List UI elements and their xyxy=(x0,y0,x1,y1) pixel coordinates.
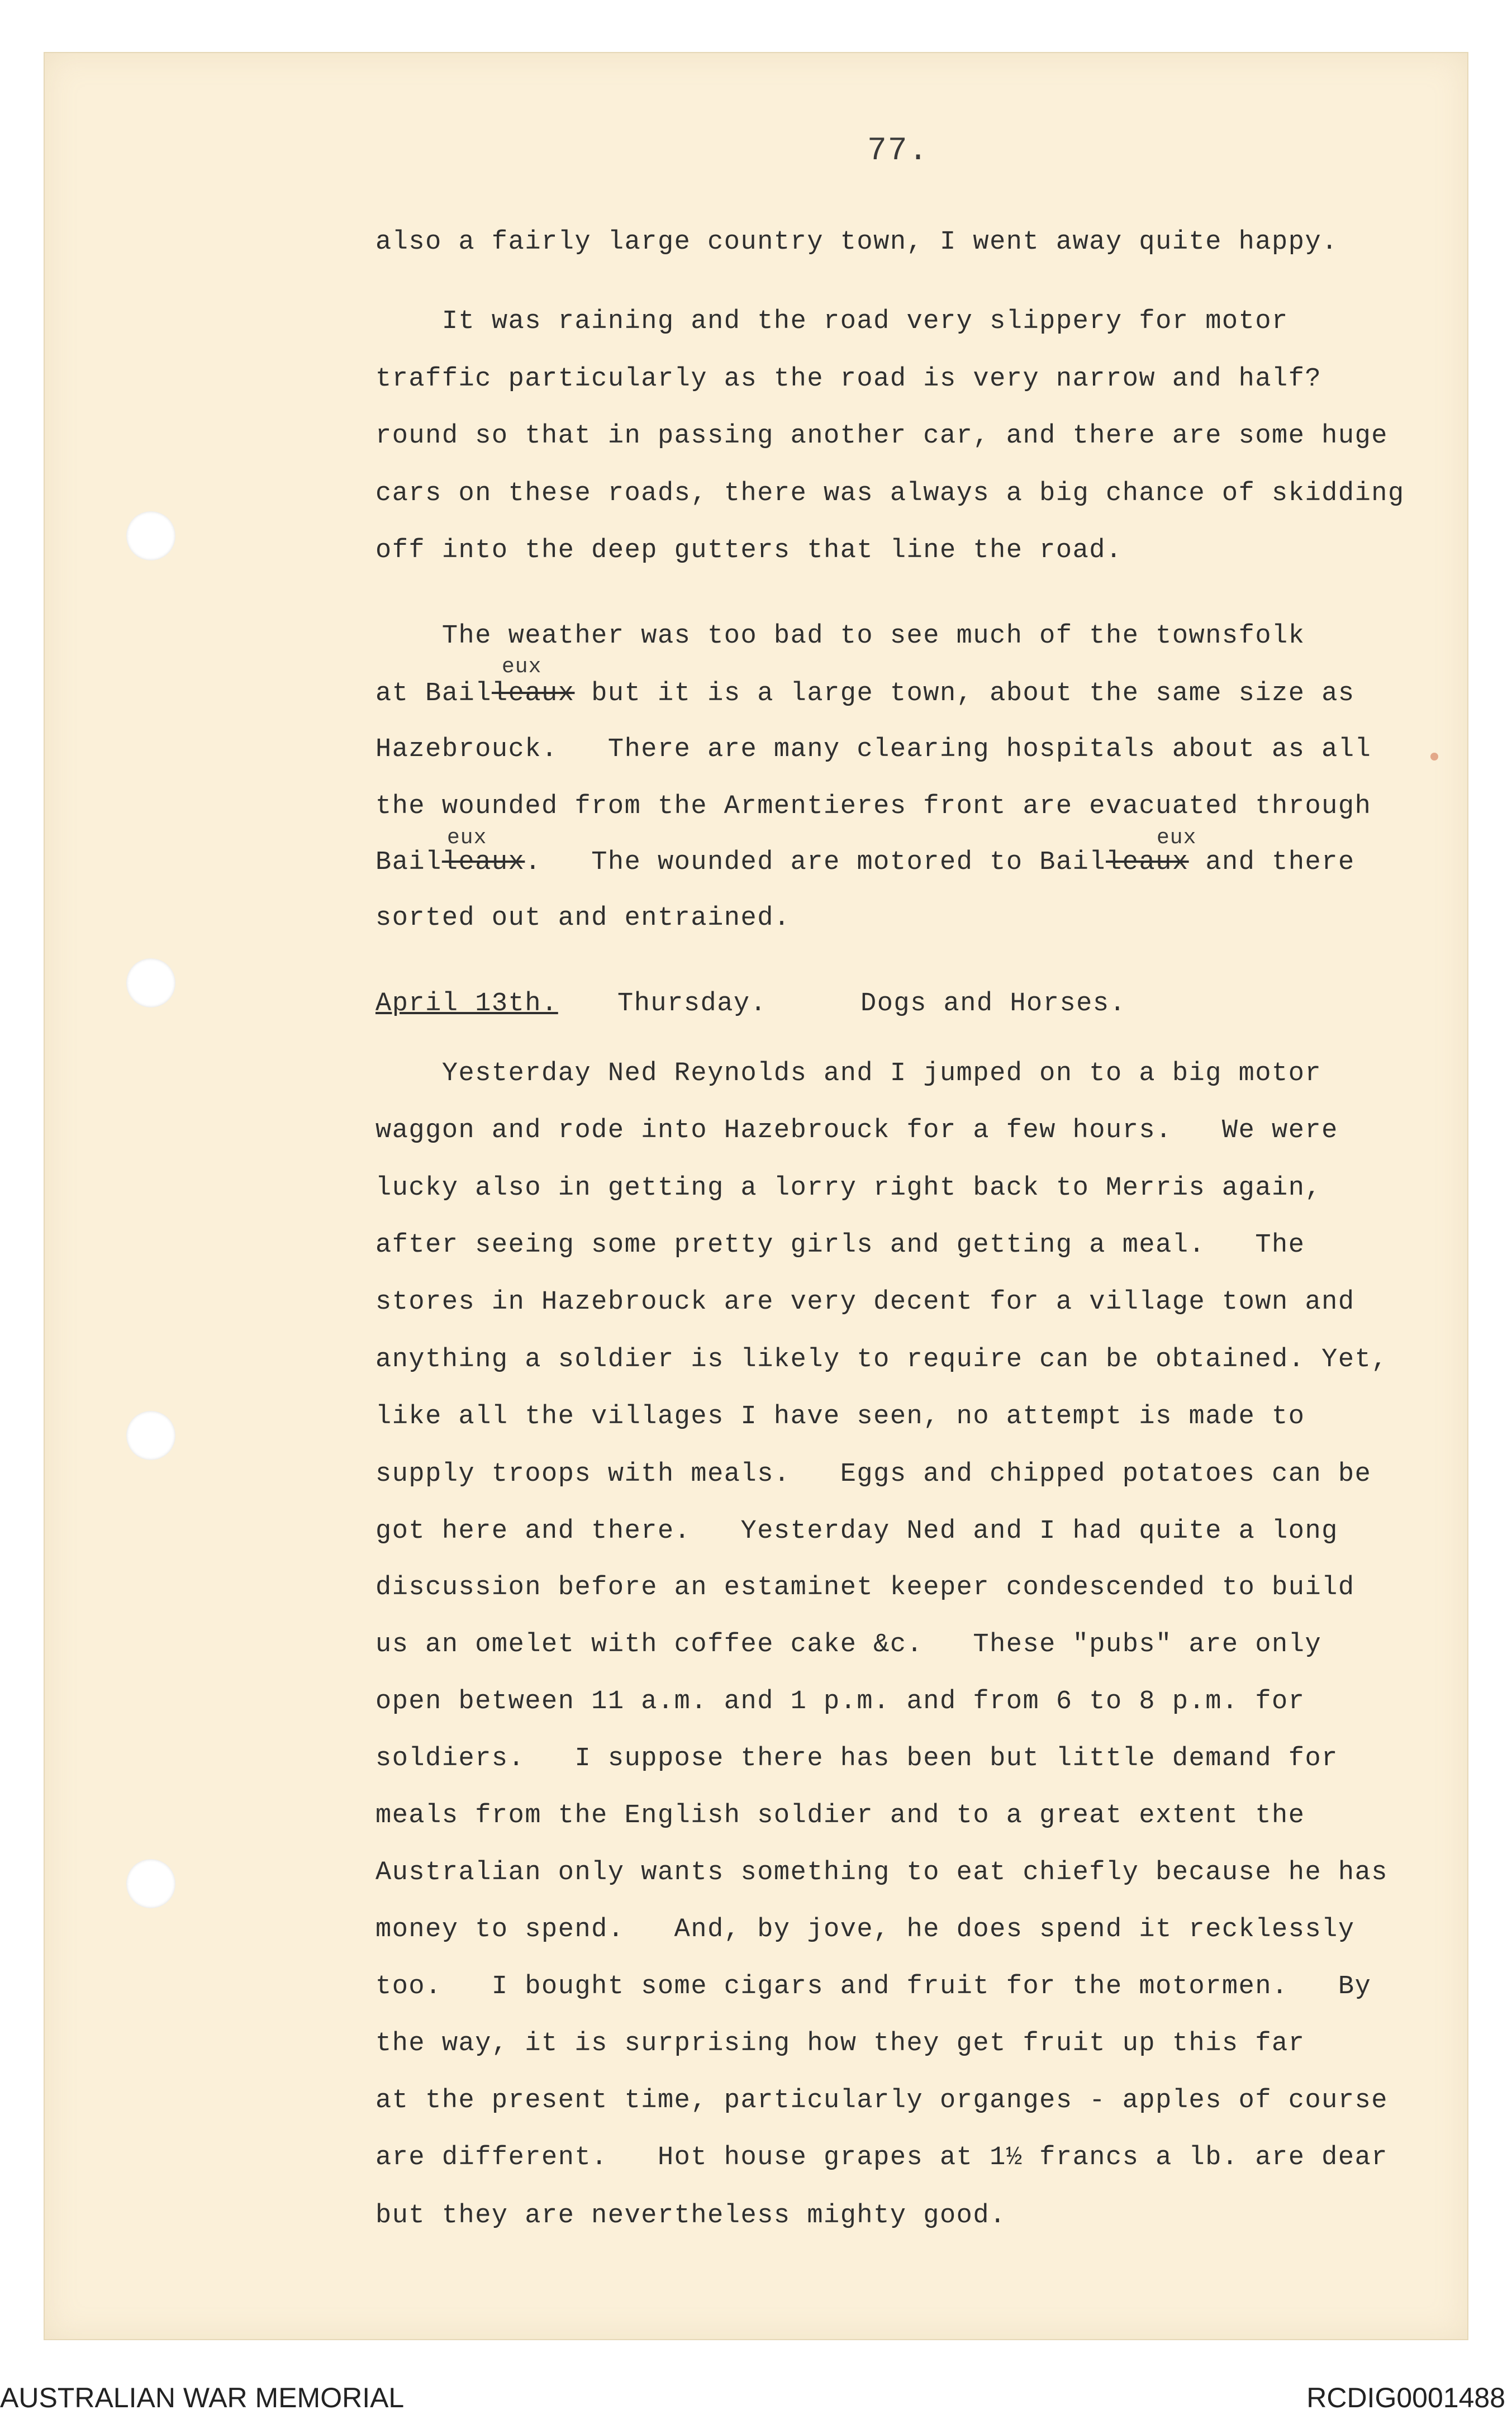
text-line: sorted out and entrained. xyxy=(375,904,791,933)
text-line: waggon and rode into Hazebrouck for a few hours. We were xyxy=(375,1116,1338,1146)
text-line: soldiers. I suppose there has been but little demand for xyxy=(375,1744,1338,1774)
inserted-text: eux xyxy=(447,826,487,850)
entry-date: April 13th. xyxy=(375,989,558,1019)
text-line-bailleux: Bailleaux. The wounded are motored to Bailleaux and there xyxy=(375,848,1355,877)
text-line: also a fairly large country town, I went away quite happy. xyxy=(375,227,1338,257)
text-line: too. I bought some cigars and fruit for the motormen. By xyxy=(375,1972,1372,2002)
text-line: round so that in passing another car, and there are some huge xyxy=(375,421,1388,451)
text-line: discussion before an estaminet keeper condescended to build xyxy=(375,1573,1355,1603)
text-line: It was raining and the road very slippery for motor xyxy=(375,307,1288,336)
text-line: money to spend. And, by jove, he does spend it recklessly xyxy=(375,1915,1355,1945)
text-line: us an omelet with coffee cake &c. These "pubs" are only xyxy=(375,1630,1322,1660)
text-line: the way, it is surprising how they get fruit up this far xyxy=(375,2029,1305,2059)
text-line: Australian only wants something to eat chiefly because he has xyxy=(375,1858,1388,1888)
entry-title: Dogs and Horses. xyxy=(860,989,1126,1019)
page-number: 77. xyxy=(867,133,929,169)
punch-hole xyxy=(126,958,175,1007)
text-line: at the present time, particularly organges - apples of course xyxy=(375,2086,1388,2116)
punch-hole xyxy=(126,511,175,560)
text-line: got here and there. Yesterday Ned and I had quite a long xyxy=(375,1517,1338,1546)
text-line: are different. Hot house grapes at 1½ francs a lb. are dear xyxy=(375,2143,1388,2173)
punch-hole xyxy=(126,1411,175,1460)
footer-institution: AUSTRALIAN WAR MEMORIAL xyxy=(0,2382,405,2413)
text-line: like all the villages I have seen, no attempt is made to xyxy=(375,1402,1305,1432)
text-line: anything a soldier is likely to require can be obtained. Yet, xyxy=(375,1345,1388,1375)
text-line: the wounded from the Armentieres front are evacuated through xyxy=(375,792,1372,821)
text-line-bailleux: at Bailleaux but it is a large town, about the same size as xyxy=(375,679,1355,709)
struck-text: leaux xyxy=(1106,848,1189,877)
entry-weekday: Thursday. xyxy=(617,989,767,1019)
ink-mark xyxy=(1430,753,1438,761)
struck-text: leaux xyxy=(441,848,525,877)
text-line: lucky also in getting a lorry right back to Merris again, xyxy=(375,1173,1322,1203)
text-line: Yesterday Ned Reynolds and I jumped on to a big motor xyxy=(375,1059,1322,1089)
text-line: open between 11 a.m. and 1 p.m. and from 6 to 8 p.m. for xyxy=(375,1687,1305,1717)
text-line: supply troops with meals. Eggs and chipped potatoes can be xyxy=(375,1460,1372,1489)
text-line: cars on these roads, there was always a big chance of skidding xyxy=(375,479,1405,508)
text-line: stores in Hazebrouck are very decent for a village town and xyxy=(375,1287,1355,1317)
inserted-text: eux xyxy=(502,655,542,679)
text-line: meals from the English soldier and to a great extent the xyxy=(375,1801,1305,1831)
text-line: but they are nevertheless mighty good. xyxy=(375,2201,1006,2231)
text-line: off into the deep gutters that line the road. xyxy=(375,536,1123,565)
inserted-text: eux xyxy=(1157,826,1197,850)
text-line: Hazebrouck. There are many clearing hospitals about as all xyxy=(375,735,1372,764)
footer-identifier: RCDIG0001488 xyxy=(1306,2382,1505,2413)
text-line: after seeing some pretty girls and getting a meal. The xyxy=(375,1230,1305,1260)
text-line: The weather was too bad to see much of the townsfolk xyxy=(375,621,1305,651)
struck-text: leaux xyxy=(491,679,575,709)
text-line: traffic particularly as the road is very narrow and half? xyxy=(375,364,1322,394)
punch-hole xyxy=(126,1859,175,1908)
